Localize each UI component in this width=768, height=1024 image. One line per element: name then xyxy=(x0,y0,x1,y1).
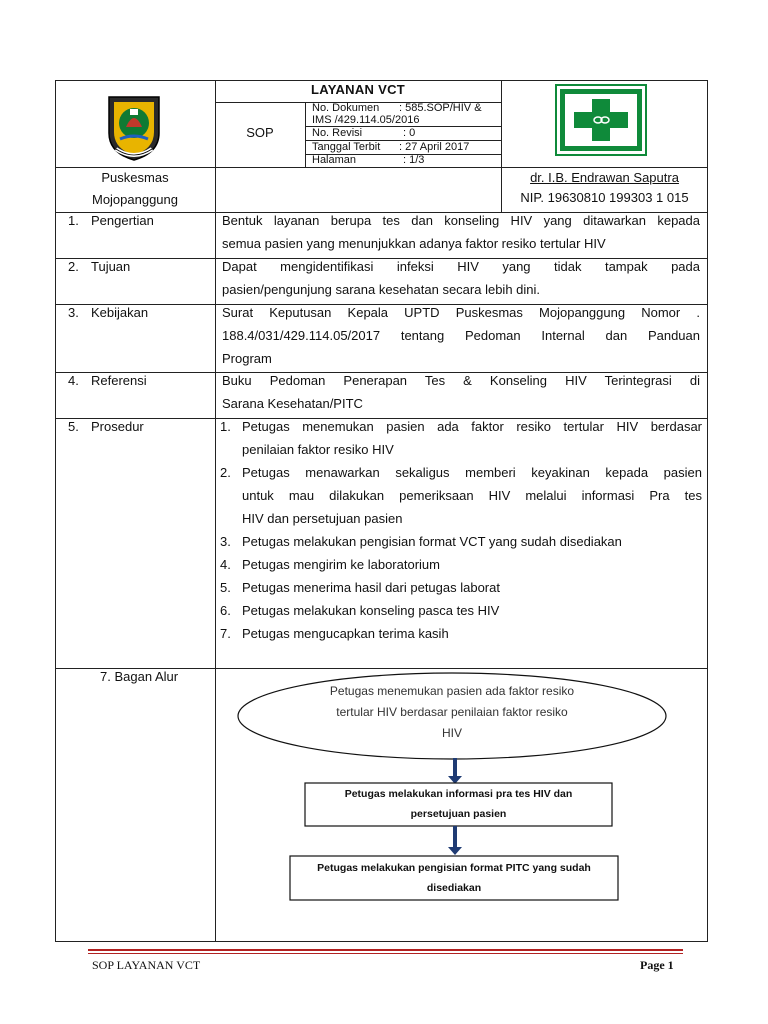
issue-date-value: : 27 April 2017 xyxy=(399,141,470,153)
flow-step3-line: Petugas melakukan pengisian format PITC yang sudah xyxy=(317,862,591,874)
pengertian-line: Bentuk layanan berupa tes dan konseling HIV yang ditawarkan kepada xyxy=(222,213,700,228)
procedure-step-number: 6. xyxy=(220,603,231,618)
organization-location: Mojopanggung xyxy=(91,192,179,207)
section-label-pengertian: Pengertian xyxy=(91,213,154,228)
kebijakan-line: Program xyxy=(222,351,272,366)
flow-arrow-head xyxy=(448,847,462,855)
footer-page-number: Page 1 xyxy=(640,958,674,972)
procedure-step xyxy=(216,530,702,553)
procedure-step-line: penilaian faktor resiko HIV xyxy=(242,442,394,457)
signer-name: dr. I.B. Endrawan Saputra xyxy=(530,170,679,185)
flow-step2-text xyxy=(305,784,612,824)
section-number: 4. xyxy=(68,373,79,388)
procedure-step-line: Petugas melakukan pengisian format VCT yang sudah disediakan xyxy=(242,534,622,549)
procedure-step-line: Petugas mengirim ke laboratorium xyxy=(242,557,440,572)
footer-rule-thin xyxy=(88,953,683,954)
flow-step1-line: tertular HIV berdasar penilaian faktor resiko xyxy=(336,705,568,719)
procedure-step xyxy=(216,576,702,599)
procedure-step-line: untuk mau dilakukan pemeriksaan HIV melalui informasi Pra tes xyxy=(242,488,702,503)
revision-label: No. Revisi xyxy=(312,127,363,139)
revision-value: : 0 xyxy=(403,127,416,139)
organization-name: Puskesmas xyxy=(101,170,169,185)
section-number: 3. xyxy=(68,305,79,320)
section-number: 1. xyxy=(68,213,79,228)
section-label-kebijakan: Kebijakan xyxy=(91,305,149,320)
flow-arrow-shaft xyxy=(453,826,457,850)
procedure-step-number: 3. xyxy=(220,534,231,549)
kebijakan-line: 188.4/031/429.114.05/2017 tentang Pedoman Internal dan Panduan xyxy=(222,328,700,343)
doc-number-value-cont: IMS /429.114.05/2016 xyxy=(312,114,420,126)
regional-emblem-logo xyxy=(104,93,164,163)
procedure-step-number: 7. xyxy=(220,626,231,641)
doc-number-value: : 585.SOP/HIV & xyxy=(399,102,482,114)
puskesmas-cross-logo xyxy=(555,84,647,156)
referensi-line: Sarana Kesehatan/PITC xyxy=(222,396,363,411)
procedure-step-line: Petugas menerima hasil dari petugas laborat xyxy=(242,580,500,595)
document-title: LAYANAN VCT xyxy=(310,82,406,97)
flow-step2-line: persetujuan pasien xyxy=(410,808,507,820)
kebijakan-line: Surat Keputusan Kepala UPTD Puskesmas Mojopanggung Nomor . xyxy=(222,305,700,320)
procedure-step-line: HIV dan persetujuan pasien xyxy=(242,511,403,526)
procedure-step-line: Petugas menemukan pasien ada faktor resiko tertular HIV berdasar xyxy=(242,419,702,434)
flow-step3-line: disediakan xyxy=(426,882,482,894)
flow-step2-line: Petugas melakukan informasi pra tes HIV dan xyxy=(344,788,573,800)
pengertian-line: semua pasien yang menunjukkan adanya faktor resiko tertular HIV xyxy=(222,236,606,251)
flow-step1-line: Petugas menemukan pasien ada faktor resiko xyxy=(329,684,575,698)
footer-rule-thick xyxy=(88,949,683,951)
procedure-step-line: Petugas mengucapkan terima kasih xyxy=(242,626,449,641)
procedure-step xyxy=(216,553,702,576)
signer-nip: NIP. 19630810 199303 1 015 xyxy=(520,190,689,205)
procedure-step-number: 5. xyxy=(220,580,231,595)
rule-col-sop xyxy=(305,102,306,167)
doc-number-label: No. Dokumen xyxy=(312,102,380,114)
referensi-line: Buku Pedoman Penerapan Tes & Konseling HIV Terintegrasi di xyxy=(222,373,700,388)
section-label-bagan-alur: 7. Bagan Alur xyxy=(100,669,179,684)
procedure-step xyxy=(216,599,702,622)
issue-date-label: Tanggal Terbit xyxy=(312,141,381,153)
procedure-step-number: 1. xyxy=(220,419,231,434)
flow-step3-text xyxy=(290,858,618,898)
page-value: : 1/3 xyxy=(403,154,425,166)
flow-step1-line: HIV xyxy=(441,726,462,740)
section-number: 5. xyxy=(68,419,79,434)
page-label: Halaman xyxy=(312,154,357,166)
procedure-step-number: 4. xyxy=(220,557,231,572)
procedure-step xyxy=(216,461,702,530)
section-number: 2. xyxy=(68,259,79,274)
procedure-step xyxy=(216,622,702,645)
procedure-step-line: Petugas menawarkan sekaligus memberi keyakinan kepada pasien xyxy=(242,465,702,480)
tujuan-line: pasien/pengunjung sarana kesehatan secara lebih dini. xyxy=(222,282,541,297)
flow-step1-text xyxy=(276,681,628,744)
procedure-list xyxy=(216,415,702,645)
section-label-prosedur: Prosedur xyxy=(91,419,144,434)
procedure-step-line: Petugas melakukan konseling pasca tes HIV xyxy=(242,603,500,618)
tujuan-line: Dapat mengidentifikasi infeksi HIV yang tidak tampak pada xyxy=(222,259,700,274)
sop-label: SOP xyxy=(246,125,274,140)
procedure-step-number: 2. xyxy=(220,465,231,480)
flow-arrow-shaft xyxy=(453,758,457,779)
section-label-referensi: Referensi xyxy=(91,373,147,388)
procedure-step xyxy=(216,415,702,461)
footer-document-name: SOP LAYANAN VCT xyxy=(92,958,201,972)
section-label-tujuan: Tujuan xyxy=(91,259,131,274)
